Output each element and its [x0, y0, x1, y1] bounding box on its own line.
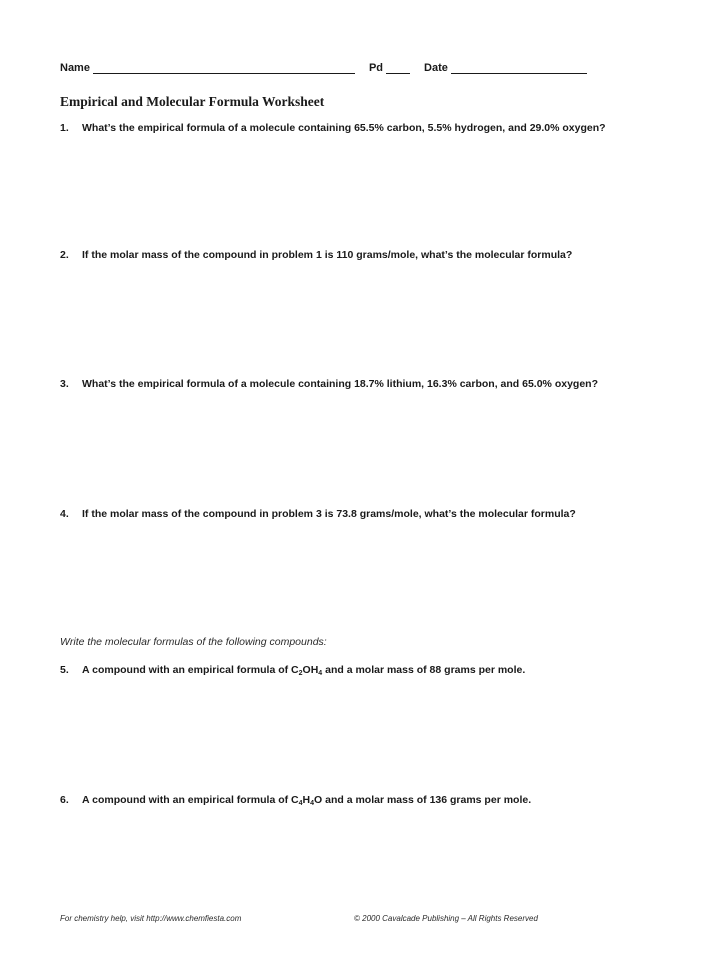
date-label: Date	[424, 62, 448, 74]
worksheet-title: Empirical and Molecular Formula Worksheet	[60, 94, 325, 109]
footer-help-text: For chemistry help, visit http://www.chemfiesta.com	[60, 914, 242, 923]
date-blank	[451, 62, 587, 74]
pd-blank	[386, 62, 410, 74]
question-text: What’s the empirical formula of a molecule containing 65.5% carbon, 5.5% hydrogen, and 29.0% oxygen?	[82, 122, 606, 134]
question-text: If the molar mass of the compound in problem 3 is 73.8 grams/mole, what’s the molecular formula?	[82, 508, 576, 520]
header-fields	[60, 62, 587, 74]
question-1	[60, 122, 606, 134]
name-blank	[93, 62, 355, 74]
question-text: A compound with an empirical formula of $C_4H_4O$ and a molar mass of 136 grams per mole.	[82, 794, 532, 807]
section-instruction: Write the molecular formulas of the following compounds:	[60, 636, 327, 648]
question-number: 2.	[60, 249, 69, 261]
question-3	[60, 378, 598, 390]
question-text: A compound with an empirical formula of $C_2OH_4$ and a molar mass of 88 grams per mole.	[82, 664, 526, 677]
question-2	[60, 249, 572, 261]
question-number: 6.	[60, 794, 69, 806]
question-text: What’s the empirical formula of a molecule containing 18.7% lithium, 16.3% carbon, and 65.0% oxygen?	[82, 378, 598, 390]
name-label: Name	[60, 62, 90, 74]
footer-copyright: © 2000 Cavalcade Publishing – All Rights Reserved	[354, 914, 538, 923]
question-number: 5.	[60, 664, 69, 676]
question-text: If the molar mass of the compound in problem 1 is 110 grams/mole, what’s the molecular formula?	[82, 249, 573, 261]
question-number: 3.	[60, 378, 69, 390]
question-number: 1.	[60, 122, 69, 134]
question-number: 4.	[60, 508, 69, 520]
question-6	[60, 794, 531, 807]
pd-label: Pd	[368, 62, 384, 74]
question-4	[60, 508, 576, 520]
question-5	[60, 664, 525, 677]
